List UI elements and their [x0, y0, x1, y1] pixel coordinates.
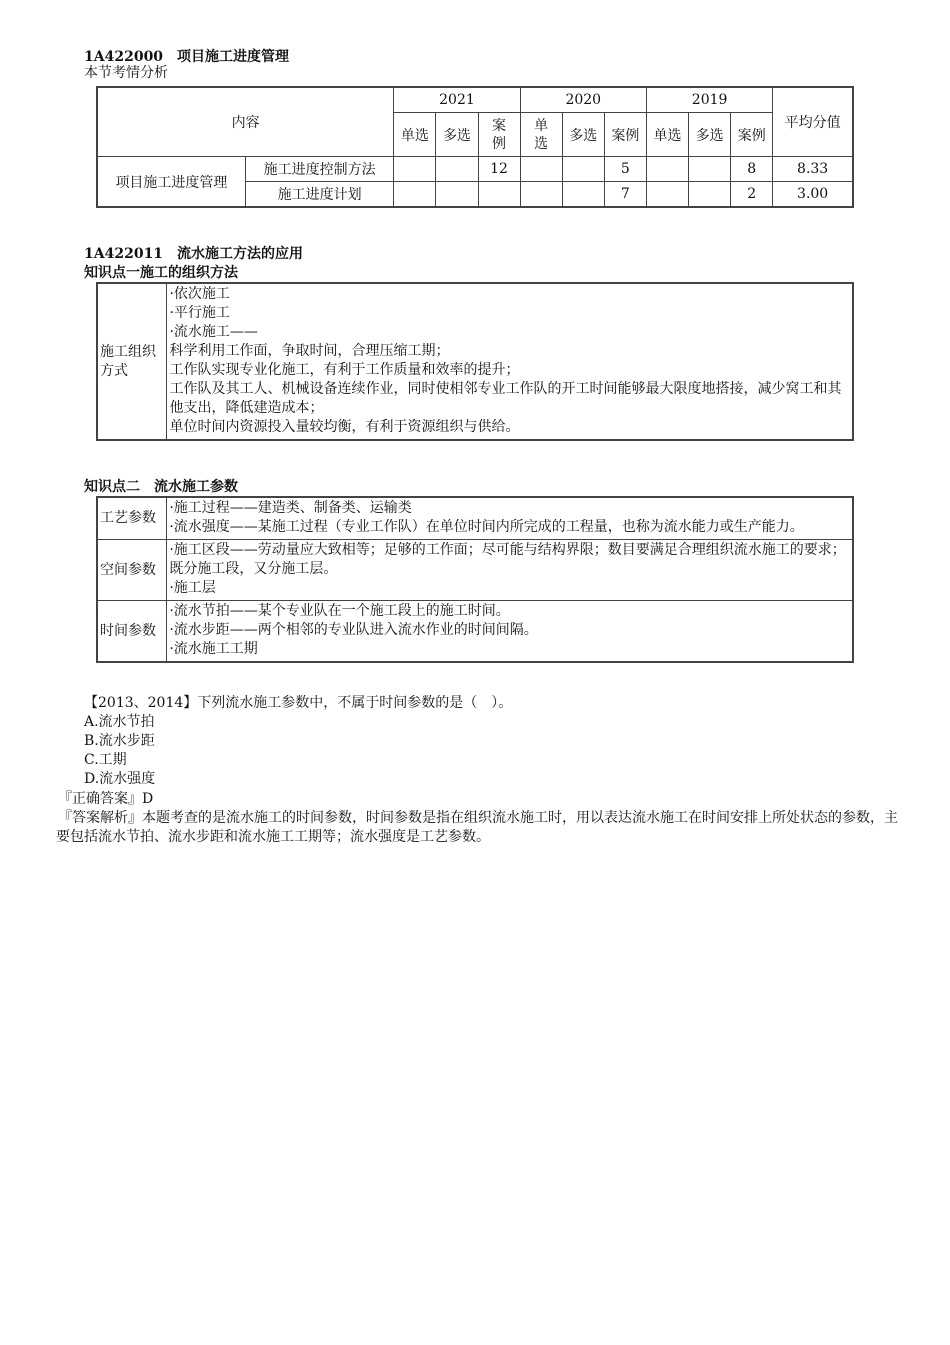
org-content: [167, 283, 853, 440]
sub-header: 案例: [478, 113, 520, 157]
sub-header: 多选: [689, 113, 731, 157]
score-cell: 12: [478, 157, 520, 182]
score-cell: [478, 182, 520, 208]
sub-header: 多选: [562, 113, 604, 157]
avg-header: 平均分值: [773, 87, 853, 157]
score-cell: [689, 182, 731, 208]
score-cell: 8: [731, 157, 773, 182]
question-option: B.流水步距: [84, 733, 155, 749]
row-label: 时间参数: [97, 601, 167, 663]
organization-table: [96, 282, 854, 441]
avg-cell: 8.33: [773, 157, 853, 182]
score-cell: 2: [731, 182, 773, 208]
knowledge-point-title: 知识点一施工的组织方法: [84, 265, 238, 281]
score-cell: [562, 182, 604, 208]
year-header: 2019: [646, 87, 772, 113]
row-label: 空间参数: [97, 540, 167, 601]
content-line: ·流水节拍——某个专业队在一个施工段上的施工时间。: [169, 603, 510, 619]
sub-header: 多选: [436, 113, 478, 157]
exam-analysis-table: [96, 86, 854, 208]
knowledge-point-title: 知识点二 流水施工参数: [84, 479, 238, 495]
param-content: [167, 540, 853, 601]
row-label: 施工组织方式: [97, 283, 167, 440]
correct-answer: 『正确答案』D: [58, 791, 154, 807]
score-cell: [394, 182, 436, 208]
param-content: [167, 497, 853, 540]
question-option: D.流水强度: [84, 771, 156, 787]
score-cell: [646, 157, 688, 182]
content-line: 工作队实现专业化施工，有利于工作质量和效率的提升；: [169, 362, 520, 378]
sub-header: 案例: [604, 113, 646, 157]
sub-header: 单选: [394, 113, 436, 157]
score-cell: [436, 157, 478, 182]
score-cell: [436, 182, 478, 208]
content-line: ·平行施工: [169, 305, 230, 321]
content-line: ·施工过程——建造类、制备类、运输类: [169, 500, 412, 516]
score-cell: [646, 182, 688, 208]
content-line: ·流水施工工期: [169, 641, 258, 657]
sub-header: 案例: [731, 113, 773, 157]
avg-cell: 3.00: [773, 182, 853, 208]
content-line: 工作队及其工人、机械设备连续作业，同时使相邻专业工作队的开工时间能够最大限度地搭接，减少窝工和其他支出，降低建造成本；: [169, 381, 842, 416]
section-heading: 1A422011 流水施工方法的应用: [84, 246, 304, 262]
score-cell: 7: [604, 182, 646, 208]
topic-cell: 施工进度控制方法: [245, 157, 393, 182]
content-line: ·施工层: [169, 580, 216, 596]
parameter-table: [96, 496, 854, 663]
row-label: 工艺参数: [97, 497, 167, 540]
section-heading: 1A422000 项目施工进度管理: [84, 49, 290, 65]
question-option: C.工期: [84, 752, 127, 768]
score-cell: [562, 157, 604, 182]
score-cell: [394, 157, 436, 182]
score-cell: 5: [604, 157, 646, 182]
section-subtitle: 本节考情分析: [84, 65, 168, 81]
score-cell: [520, 157, 562, 182]
category-cell: 项目施工进度管理: [97, 157, 245, 208]
content-line: 科学利用工作面，争取时间，合理压缩工期；: [169, 343, 450, 359]
content-line: ·流水步距——两个相邻的专业队进入流水作业的时间间隔。: [169, 622, 538, 638]
score-cell: [520, 182, 562, 208]
content-line: ·依次施工: [169, 286, 230, 302]
sub-header: 单选: [646, 113, 688, 157]
topic-cell: 施工进度计划: [245, 182, 393, 208]
question-stem: 【2013、2014】下列流水施工参数中，不属于时间参数的是（ ）。: [84, 695, 513, 711]
question-option: A.流水节拍: [84, 714, 155, 730]
content-line: 单位时间内资源投入量较均衡，有利于资源组织与供给。: [169, 419, 520, 435]
content-line: ·施工区段——劳动量应大致相等；足够的工作面；尽可能与结构界限；数目要满足合理组织流水施工的要求；既分施工段，又分施工层。: [169, 542, 846, 577]
sub-header: 单选: [520, 113, 562, 157]
content-line: ·流水强度——某施工过程（专业工作队）在单位时间内所完成的工程量，也称为流水能力或生产能力。: [169, 519, 804, 535]
content-line: ·流水施工——: [169, 324, 258, 340]
content-header: 内容: [97, 87, 394, 157]
answer-analysis: 『答案解析』本题考查的是流水施工的时间参数，时间参数是指在组织流水施工时，用以表达流水施工在时间安排上所处状态的参数，主要包括流水节拍、流水步距和流水施工工期等；流水强度是工艺参数。: [56, 810, 898, 845]
score-cell: [689, 157, 731, 182]
year-header: 2021: [394, 87, 520, 113]
year-header: 2020: [520, 87, 646, 113]
param-content: [167, 601, 853, 663]
